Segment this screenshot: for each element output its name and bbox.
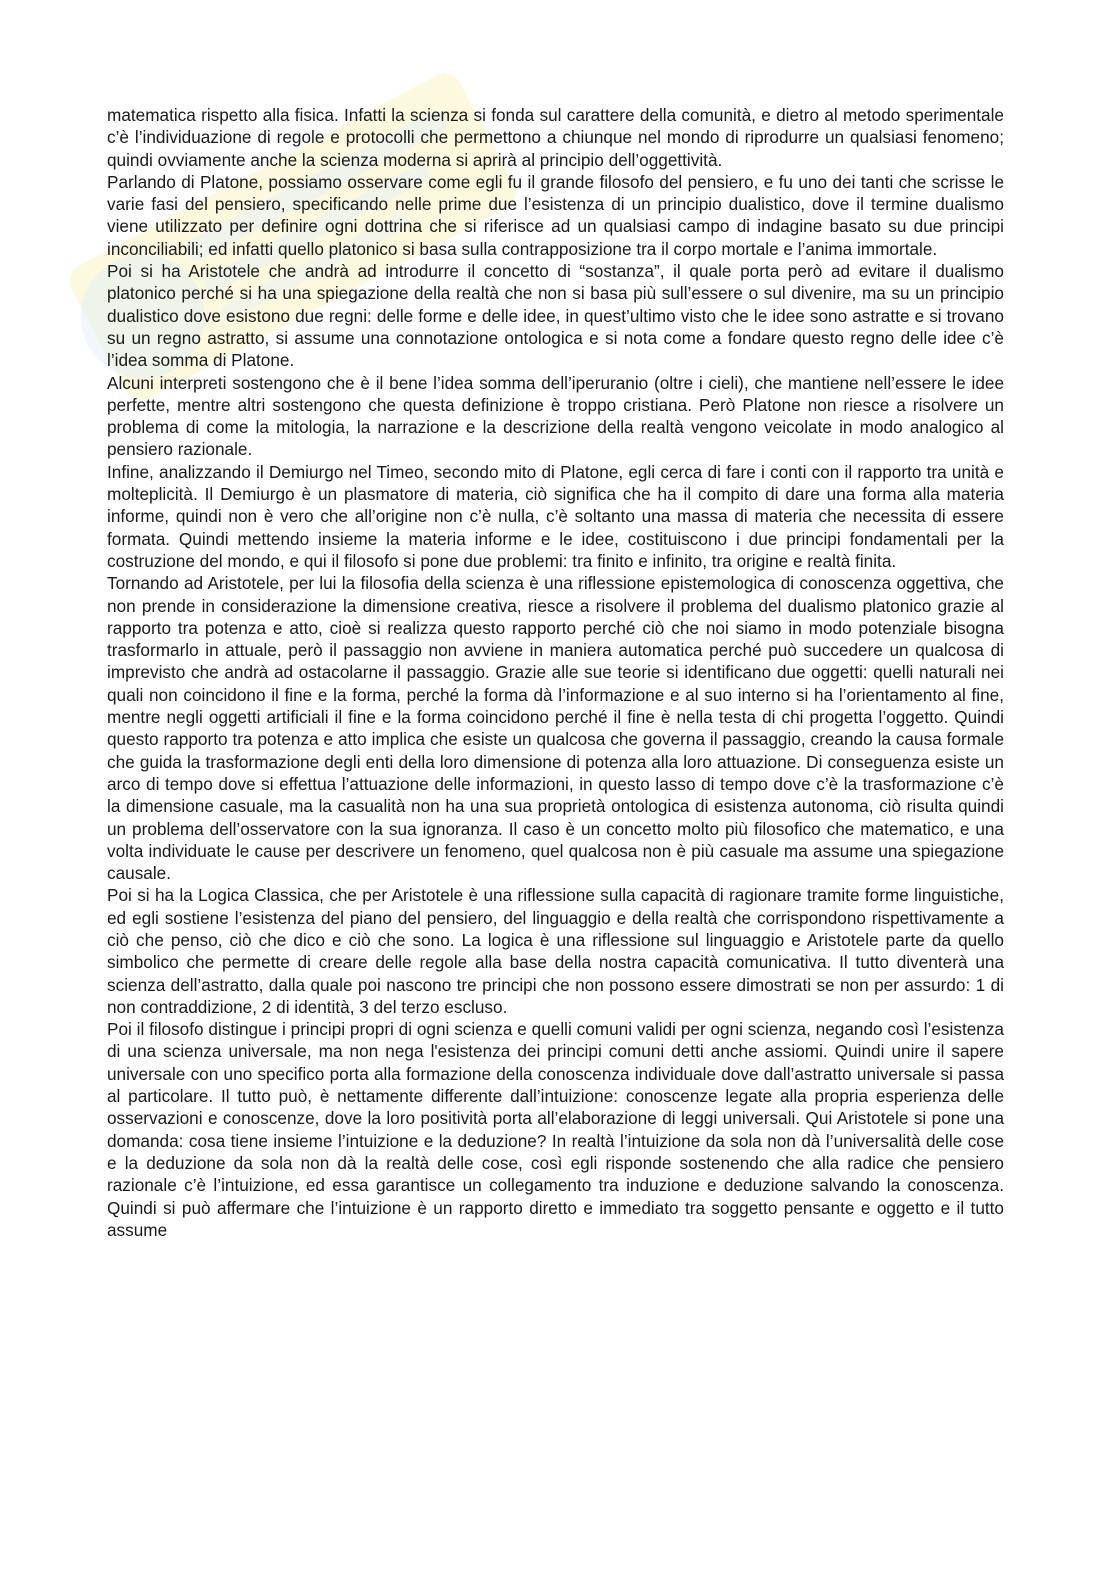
paragraph: Alcuni interpreti sostengono che è il bene l’idea somma dell’iperuranio (oltre i cieli), che mantiene nell’essere le idee perfette, mentre altri sostengono che questa definizione è troppo cristiana. Però Platone non riesce a risolvere un problema di come la mitologia, la narrazione e la descrizione della realtà vengono veicolate in modo analogico al pensiero razionale.	[107, 372, 1004, 460]
paragraph: Infine, analizzando il Demiurgo nel Timeo, secondo mito di Platone, egli cerca di fare i conti con il rapporto tra unità e molteplicità. Il Demiurgo è un plasmatore di materia, ciò significa che ha il compito di dare una forma alla materia informe, quindi non è vero che all’origine non c’è nulla, c’è soltanto una massa di materia che necessita di essere formata. Quindi mettendo insieme la materia informe e le idee, costituiscono i due principi fondamentali per la costruzione del mondo, e qui il filosofo si pone due problemi: tra finito e infinito, tra origine e realtà finita.	[107, 461, 1004, 571]
paragraph: Parlando di Platone, possiamo osservare come egli fu il grande filosofo del pensiero, e fu uno dei tanti che scrisse le varie fasi del pensiero, specificando nelle prime due l’esistenza di un principio dualistico, dove il termine dualismo viene utilizzato per definire ogni dottrina che si riferisce ad un qualsiasi campo di indagine basato su due principi inconciliabili; ed infatti quello platonico si basa sulla contrapposizione tra il corpo mortale e l’anima immortale.	[107, 171, 1004, 259]
document-text	[107, 104, 1004, 1241]
paragraph: Poi si ha Aristotele che andrà ad introdurre il concetto di “sostanza”, il quale porta però ad evitare il dualismo platonico perché si ha una spiegazione della realtà che non si basa più sull’essere o sul divenire, ma su un principio dualistico dove esistono due regni: delle forme e delle idee, in quest’ultimo visto che le idee sono astratte e si trovano su un regno astratto, si assume una connotazione ontologica e si nota come a fondare questo regno delle idee c’è l’idea somma di Platone.	[107, 261, 1004, 371]
paragraph: Poi il filosofo distingue i principi propri di ogni scienza e quelli comuni validi per ogni scienza, negando così l’esistenza di una scienza universale, ma non nega l'esistenza dei principi comuni detti anche assiomi. Quindi unire il sapere universale con uno specifico porta alla formazione della conoscenza individuale dove dall’astratto universale si passa al particolare. Il tutto può, è nettamente differente dall’intuizione: conoscenze legate alla propria esperienza delle osservazioni e conoscenze, dove la loro positività porta all’elaborazione di leggi universali. Qui Aristotele si pone una domanda: cosa tiene insieme l’intuizione e la deduzione? In realtà l’intuizione da sola non dà l’universalità delle cose e la deduzione da sola non dà la realtà delle cose, così egli risponde sostenendo che alla radice che pensiero razionale c’è l’intuizione, ed essa garantisce un collegamento tra induzione e deduzione salvando la conoscenza. Quindi si può affermare che l’intuizione è un rapporto diretto e immediato tra soggetto pensante e oggetto e il tutto assume	[107, 1019, 1004, 1240]
paragraph: Tornando ad Aristotele, per lui la filosofia della scienza è una riflessione epistemologica di conoscenza oggettiva, che non prende in considerazione la dimensione creativa, riesce a risolvere il problema del dualismo platonico grazie al rapporto tra potenza e atto, cioè si realizza questo rapporto perché ciò che noi siamo in modo potenziale bisogna trasformarlo in attuale, però il passaggio non avviene in maniera automatica perché può succedere un qualcosa di imprevisto che andrà ad ostacolarne il passaggio. Grazie alle sue teorie si identificano due oggetti: quelli naturali nei quali non coincidono il fine e la forma, perché la forma dà l’informazione e al suo interno si ha l’orientamento al fine, mentre negli oggetti artificiali il fine e la forma coincidono perché il fine è nella testa di chi progetta l’oggetto. Quindi questo rapporto tra potenza e atto implica che esiste un qualcosa che governa il passaggio, creando la causa formale che guida la trasformazione degli enti della loro dimensione di potenza alla loro attuazione. Di conseguenza esiste un arco di tempo dove si effettua l’attuazione delle informazioni, in questo lasso di tempo dove c’è la trasformazione c’è la dimensione casuale, ma la casualità non ha una sua proprietà ontologica di esistenza autonoma, ciò risulta quindi un problema dell’osservatore con la sua ignoranza. Il caso è un concetto molto più filosofico che matematico, e una volta individuate le cause per descrivere un fenomeno, quel qualcosa non è più casuale ma assume una spiegazione causale.	[107, 573, 1004, 884]
paragraph: matematica rispetto alla fisica. Infatti la scienza si fonda sul carattere della comunità, e dietro al metodo sperimentale c’è l’individuazione di regole e protocolli che permettono a chiunque nel mondo di riprodurre un qualsiasi fenomeno; quindi ovviamente anche la scienza moderna si aprirà al principio dell’oggettività.	[107, 105, 1004, 170]
paragraph: Poi si ha la Logica Classica, che per Aristotele è una riflessione sulla capacità di ragionare tramite forme linguistiche, ed egli sostiene l’esistenza del piano del pensiero, del linguaggio e della realtà che corrispondono rispettivamente a ciò che penso, ciò che dico e ciò che sono. La logica è una riflessione sul linguaggio e Aristotele parte da quello simbolico che permette di creare delle regole alla base della nostra capacità comunicativa. Il tutto diventerà una scienza dell’astratto, dalla quale poi nascono tre principi che non possono essere dimostrati se non per assurdo: 1 di non contraddizione, 2 di identità, 3 del terzo escluso.	[107, 885, 1004, 1017]
